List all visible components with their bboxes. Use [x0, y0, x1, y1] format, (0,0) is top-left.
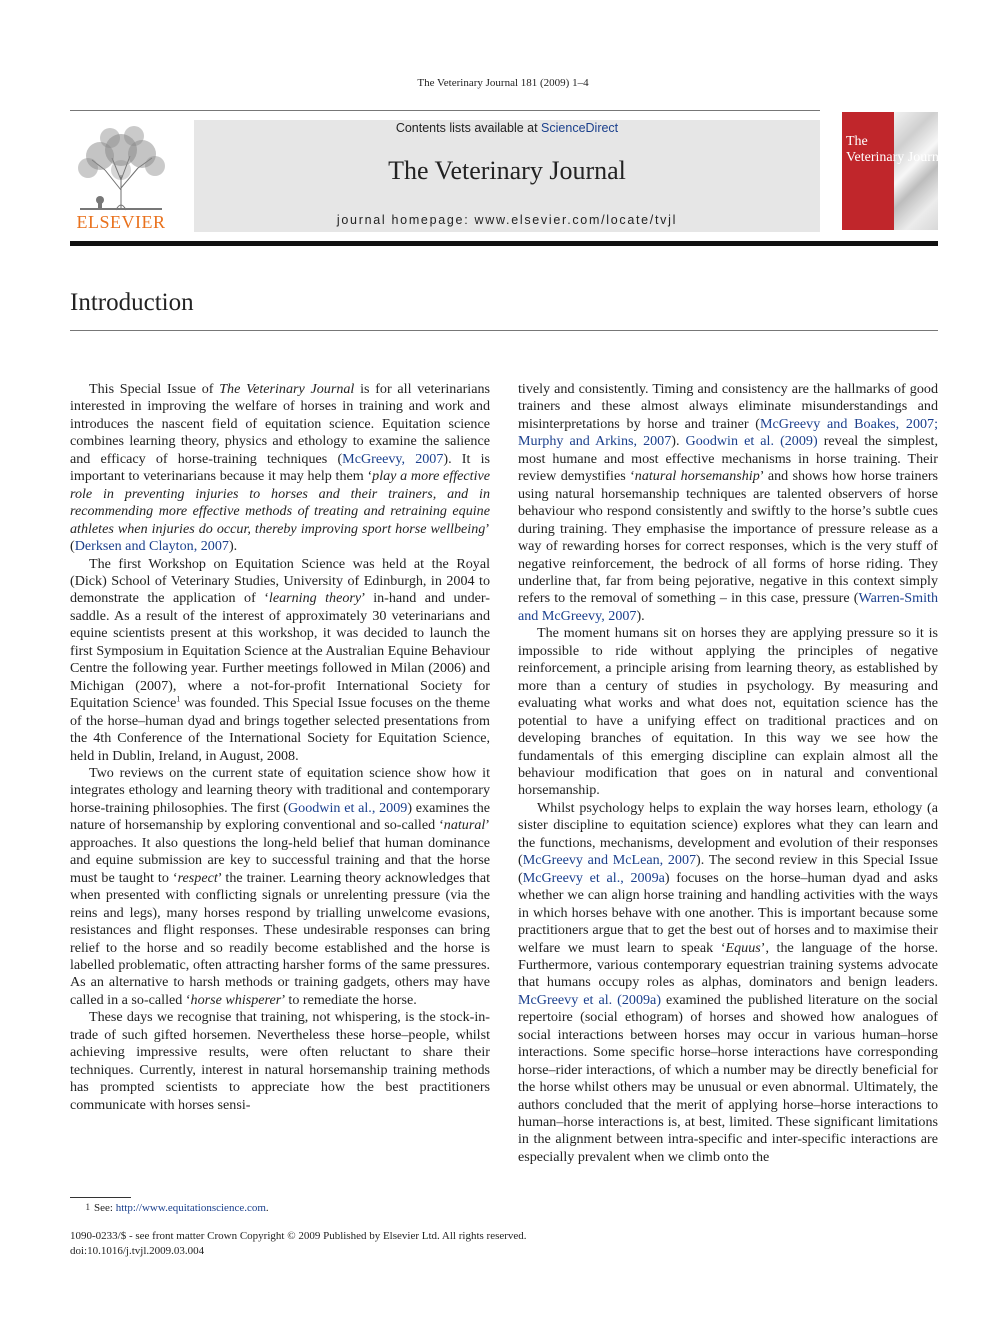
- citation-link[interactable]: McGreevy and McLean, 2007: [522, 852, 697, 869]
- citation-link[interactable]: McGreevy et al., 2009a: [522, 869, 665, 886]
- text-run: is for all veterinarians interested in improving the welfare of horses in training and work and introduces the nascent field of equitation science. Equitation science combines learning theory, physics and ethology to examine the salience and efficacy of horse-training techniques (: [70, 381, 490, 467]
- footnote-suffix: .: [265, 1202, 269, 1214]
- elsevier-wordmark: ELSEVIER: [76, 212, 166, 232]
- body-column-left: [70, 381, 490, 1114]
- citation-link[interactable]: Derksen and Clayton, 2007: [74, 538, 229, 555]
- citation-link[interactable]: Goodwin et al. (2009): [685, 433, 818, 450]
- paragraph: [70, 556, 490, 765]
- footnote-ref[interactable]: 1: [176, 694, 181, 704]
- paragraph: [518, 800, 938, 1167]
- emphasis-text: Equus: [725, 939, 761, 956]
- text-run: ). The second review in this Special Issue (: [518, 852, 938, 886]
- text-run: The first Workshop on Equitation Science was held at the Royal (Dick) School of Veterinary Studies, University of Edinburgh, in 2004 to demonstrate the application of ‘: [70, 555, 490, 607]
- citation-link[interactable]: Goodwin et al., 2009: [287, 799, 408, 816]
- cover-title-line1: The: [846, 134, 868, 149]
- text-run: tively and consistently. Timing and consistency are the hallmarks of good trainers and these almost always eliminate misunderstandings and misinterpretations by horse and trainer (: [518, 381, 938, 432]
- text-run: ) focuses on the horse–human dyad and asks whether we can align horse training and handling activities with the ways in which horses behave with one another. This is important because some practitioners argue that to get the best out of horses and to maximise their welfare we must learn to speak ‘: [518, 869, 938, 956]
- journal-homepage[interactable]: journal homepage: www.elsevier.com/locate/tvjl: [336, 213, 678, 227]
- body-column-right: [518, 381, 938, 1166]
- emphasis-text: natural horsemanship: [634, 468, 760, 485]
- paragraph: [518, 381, 938, 625]
- paragraph: [70, 1009, 490, 1114]
- text-run: ’ in-hand and under-saddle. As a result of the interest of approximately 30 veterinarians and equine scientists present at this workshop, it was decided to launch the first Symposium in Equitation Science at the Australian Equine Behaviour Centre the following year. Further meetings followed in Milan (2006) and Michigan (2007), where a not-for-profit International Society for Equitation Science: [70, 590, 490, 712]
- section-title-rule: [70, 330, 938, 331]
- text-run: was founded. This Special Issue focuses on the theme of the horse–human dyad and brings together selected presentations from the 4th Conference of the International Society for Equitation Science, held in Dublin, Ireland, in August, 2008.: [70, 695, 491, 764]
- text-run: ’ (: [70, 520, 490, 555]
- text-run: ’ the trainer. Learning theory acknowledges that when presented with conflicting signals or unrelenting pressure (via the reins and legs), many horses respond by trialling unwelcome evasions, resistances and flight responses. These undesirable responses can bring relief to the horse and so readily become established and the horse is labelled problematic, often attracting harsher forms of the same pressures. As an alternative to harsh methods or training gadgets, others may have called in a so-called ‘: [70, 869, 490, 1008]
- text-run: ’, the language of the horse. Furthermore, various contemporary equestrian training systems advocate that humans occupy roles as alphas, dominators and benign leaders.: [518, 939, 938, 991]
- journal-cover-thumbnail[interactable]: [842, 112, 950, 230]
- emphasis-text: learning theory: [268, 590, 362, 607]
- issn-copyright-line: 1090-0233/$ - see front matter Crown Copyright © 2009 Published by Elsevier Ltd. All rights reserved.: [70, 1230, 527, 1242]
- section-title: Introduction: [70, 289, 194, 316]
- paragraph: [70, 381, 490, 556]
- running-head: The Veterinary Journal 181 (2009) 1–4: [417, 77, 589, 89]
- text-run: ’ and shows how horse trainers using natural horsemanship techniques are talented observers of horse behaviour who respond consistently and swiftly to the horse’s subtle cues during training. They emphasise the importance of pressure release as a way of rewarding horses for correct responses, which is the very stuff of negative reinforcement, the bedrock of all forms of horse riding. They underline that, far from being pejorative, negative in this context simply refers to the removal of something – in this case, pressure (: [518, 468, 939, 607]
- emphasis-text: natural: [443, 817, 486, 834]
- footnote: [70, 1202, 269, 1214]
- text-run: ).: [671, 433, 686, 450]
- sciencedirect-link[interactable]: ScienceDirect: [541, 121, 619, 135]
- text-run: ’ to remediate the horse.: [281, 991, 417, 1008]
- text-run: Whilst psychology helps to explain the way horses learn, ethology (a sister discipline to equitation science) explores what they can learn and the functions, mechanisms, development and evolution of their responses (: [518, 799, 938, 869]
- text-run: ). It is important to veterinarians because it may help them ‘: [70, 450, 490, 485]
- footnote-mark: 1: [85, 1202, 90, 1212]
- doi-line[interactable]: doi:10.1016/j.tvjl.2009.03.004: [70, 1245, 205, 1257]
- text-run: ) examines the nature of horsemanship by exploring conventional and so-called ‘: [70, 799, 491, 834]
- emphasis-text: respect: [177, 869, 218, 886]
- text-run: examined the published literature on the social repertoire (social ethogram) of horses and showed how analogues of social interactions between horses may occur in various human–horse interactions. Some specific horse–horse interactions have corresponding horse–rider interactions, of which a number may be directly beneficial for the horse whilst others may be unusual or even abnormal. Ultimately, the authors concluded that the merit of applying horse–horse interactions to human–horse interactions is, at best, limited. These significant limitations in the alignment between intra-specific and inter-specific interactions are especially prevalent when we climb onto the: [518, 991, 938, 1165]
- text-run: This Special Issue of: [89, 381, 220, 397]
- masthead-rule: [70, 241, 938, 246]
- footnote-rule: [70, 1197, 131, 1198]
- cover-title-line2: Veterinary Journal: [846, 150, 950, 165]
- text-run: ).: [636, 607, 645, 624]
- paragraph: [70, 765, 490, 1009]
- contents-line: [194, 121, 820, 135]
- contents-prefix: Contents lists available at: [395, 121, 542, 135]
- header-rule: [70, 110, 820, 111]
- citation-link[interactable]: Warren-Smith and McGreevy, 2007: [518, 590, 938, 624]
- footnote-prefix: See:: [94, 1202, 116, 1214]
- text-run: These days we recognise that training, not whispering, is the stock-in-trade of such gifted horsemen. Nevertheless these horse–people, whilst achieving impressive results, were often reluctant to share their techniques. Currently, interest in natural horsemanship training methods has prompted scientists to appreciate how the best practitioners communicate with horses sensi-: [70, 1009, 490, 1113]
- paragraph: [518, 625, 938, 800]
- footnote-link[interactable]: http://www.equitationscience.com: [115, 1202, 266, 1214]
- emphasis-text: play a more effective role in preventing injuries to horses and their trainers, and in recommending more effective methods of treating and retraining equine athletes when injuries do occur, thereby improving sport horse wellbeing: [70, 468, 490, 537]
- text-run: reveal the simplest, most humane and most effective mechanisms in horse training. Their review demystifies ‘: [518, 433, 938, 485]
- emphasis-text: horse whisperer: [190, 991, 282, 1008]
- citation-link[interactable]: McGreevy and Boakes, 2007; Murphy and Arkins, 2007: [518, 415, 938, 450]
- citation-link[interactable]: McGreevy et al. (2009a): [518, 991, 662, 1008]
- text-run: The moment humans sit on horses they are applying pressure so it is impossible to ride without applying the principles of negative reinforcement, a principle arising from learning theory, as established by more than a century of studies in psychology. By measuring and evaluating what works and what does not, equitation science has the potential to have a unifying effect on traditional practices and on developing branches of equitation. In this way we see how the fundamentals of this emerging discipline can explain almost all the behaviour modification that goes on in natural and conventional horsemanship.: [518, 625, 938, 799]
- text-run: ).: [228, 538, 238, 555]
- cover-marble-panel: [894, 112, 938, 230]
- journal-name: The Veterinary Journal: [388, 156, 626, 185]
- text-run: ’ approaches. It also questions the long-held belief that human dominance and equine submission are key to successful training and that the horse must be taught to ‘: [70, 817, 490, 886]
- citation-link[interactable]: McGreevy, 2007: [342, 450, 444, 467]
- text-run: Two reviews on the current state of equitation science show how it integrates ethology and learning theory with traditional and contemporary horse-training philosophies. The first (: [70, 764, 490, 816]
- cover-red-panel: [842, 112, 894, 230]
- emphasis-text: The Veterinary Journal: [219, 381, 355, 397]
